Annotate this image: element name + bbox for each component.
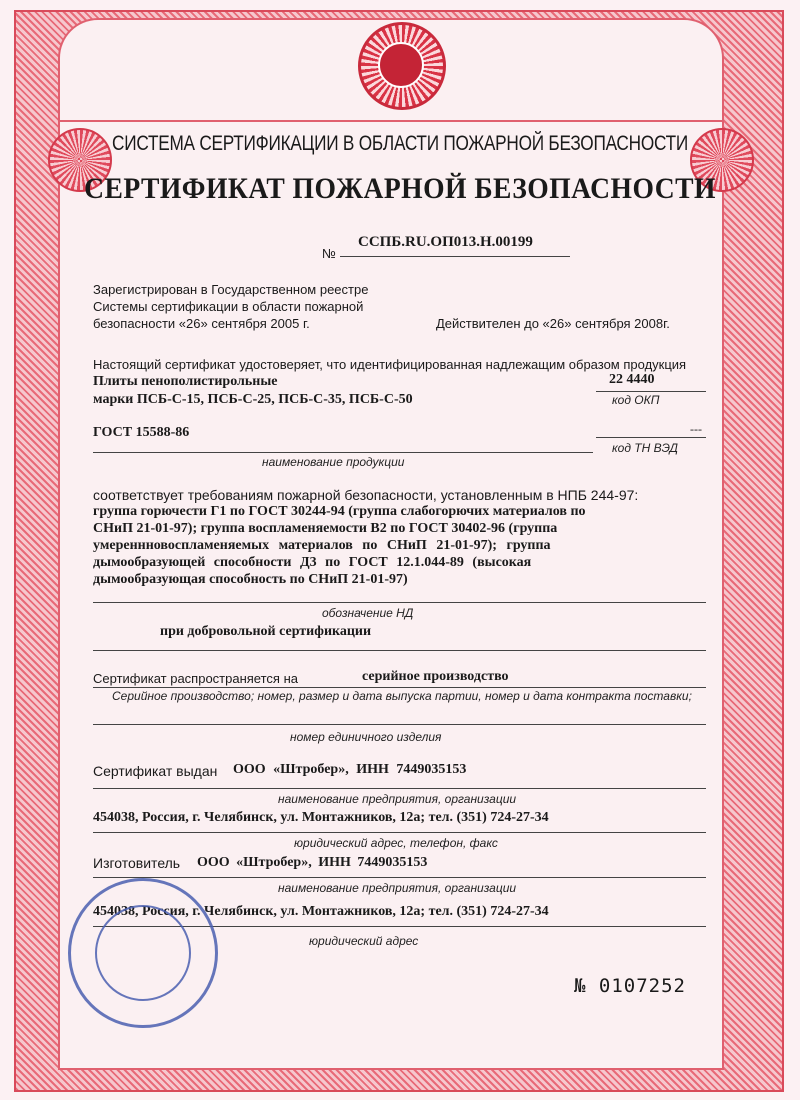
product-name-line-1: Плиты пенополистирольные (93, 374, 278, 389)
nd-caption: обозначение НД (322, 606, 414, 620)
compliance-line-4: умереннновоспламеняемых материалов по СНиП 21-01-97); группа (93, 538, 551, 553)
compliance-intro: соответствует требованиям пожарной безопасности, установленным в НПБ 244-97: (93, 487, 639, 503)
product-name-caption: наименование продукции (262, 455, 405, 469)
issued-to: ООО «Штробер», ИНН 7449035153 (233, 762, 467, 777)
registration-date: безопасности «26» сентября 2005 г. (93, 316, 310, 331)
manufacturer-org-caption: наименование предприятия, организации (278, 881, 517, 895)
scope-caption: Серийное производство; номер, размер и дата выпуска партии, номер и дата контракта поставки; (112, 689, 692, 703)
okp-caption: код ОКП (612, 393, 660, 407)
manufacturer-underline (93, 877, 706, 878)
issued-address: 454038, Россия, г. Челябинск, ул. Монтажников, 12а; тел. (351) 724-27-34 (93, 810, 549, 825)
tnved-underline (596, 437, 706, 438)
issued-label: Сертификат выдан (93, 763, 218, 779)
product-name-underline (93, 452, 593, 453)
compliance-line-3: СНиП 21-01-97); группа воспламеняемости В2 по ГОСТ 30402-96 (группа (93, 521, 558, 536)
issued-address-caption: юридический адрес, телефон, факс (294, 836, 498, 850)
product-name-line-2: марки ПСБ-С-15, ПСБ-С-25, ПСБ-С-35, ПСБ-С-50 (93, 392, 413, 407)
compliance-line-2: группа горючести Г1 по ГОСТ 30244-94 (группа слабогорючих материалов по (93, 504, 586, 519)
document-title: СЕРТИФИКАТ ПОЖАРНОЙ БЕЗОПАСНОСТИ (84, 172, 716, 205)
tnved-caption: код ТН ВЭД (612, 441, 679, 455)
valid-until: Действителен до «26» сентября 2008г. (436, 316, 670, 331)
voluntary-certification: при добровольной сертификации (160, 624, 372, 639)
tnved-code: --- (690, 422, 702, 436)
serial-number: № 0107252 (574, 975, 686, 997)
nd-underline (93, 602, 706, 603)
okp-underline (596, 391, 706, 392)
product-intro: Настоящий сертификат удостоверяет, что идентифицированная надлежащим образом продукция (93, 357, 687, 372)
issued-underline (93, 788, 706, 789)
number-underline (340, 256, 570, 257)
voluntary-underline (93, 650, 706, 651)
product-gost: ГОСТ 15588-86 (93, 425, 190, 440)
manufacturer-address: 454038, Россия, г. Челябинск, ул. Монтажников, 12а; тел. (351) 724-27-34 (93, 904, 549, 919)
unit-caption: номер единичного изделия (290, 730, 442, 744)
okp-code: 22 4440 (609, 372, 655, 387)
scope-value: серийное производство (362, 669, 509, 684)
manufacturer-address-caption: юридический адрес (309, 934, 419, 948)
system-title: СИСТЕМА СЕРТИФИКАЦИИ В ОБЛАСТИ ПОЖАРНОЙ БЕЗОПАСНОСТИ (112, 132, 688, 155)
issued-org-caption: наименование предприятия, организации (278, 792, 517, 806)
unit-underline (93, 724, 706, 725)
manufacturer-label: Изготовитель (93, 855, 181, 871)
manufacturer-name: ООО «Штробер», ИНН 7449035153 (197, 855, 428, 870)
scope-underline (93, 687, 706, 688)
registration-line-2: Системы сертификации в области пожарной (93, 299, 364, 314)
number-label: № (322, 246, 336, 261)
scope-label: Сертификат распространяется на (93, 671, 298, 686)
certificate-number: ССПБ.RU.ОП013.Н.00199 (358, 234, 533, 250)
stamp-inner-ring (95, 905, 191, 1001)
compliance-line-6: дымообразующая способность по СНиП 21-01-97) (93, 572, 408, 587)
issued-address-underline (93, 832, 706, 833)
registration-line-1: Зарегистрирован в Государственном реестре (93, 282, 369, 297)
emblem-center-icon (378, 42, 424, 88)
compliance-line-5: дымообразующей способности Д3 по ГОСТ 12.1.044-89 (высокая (93, 555, 532, 570)
